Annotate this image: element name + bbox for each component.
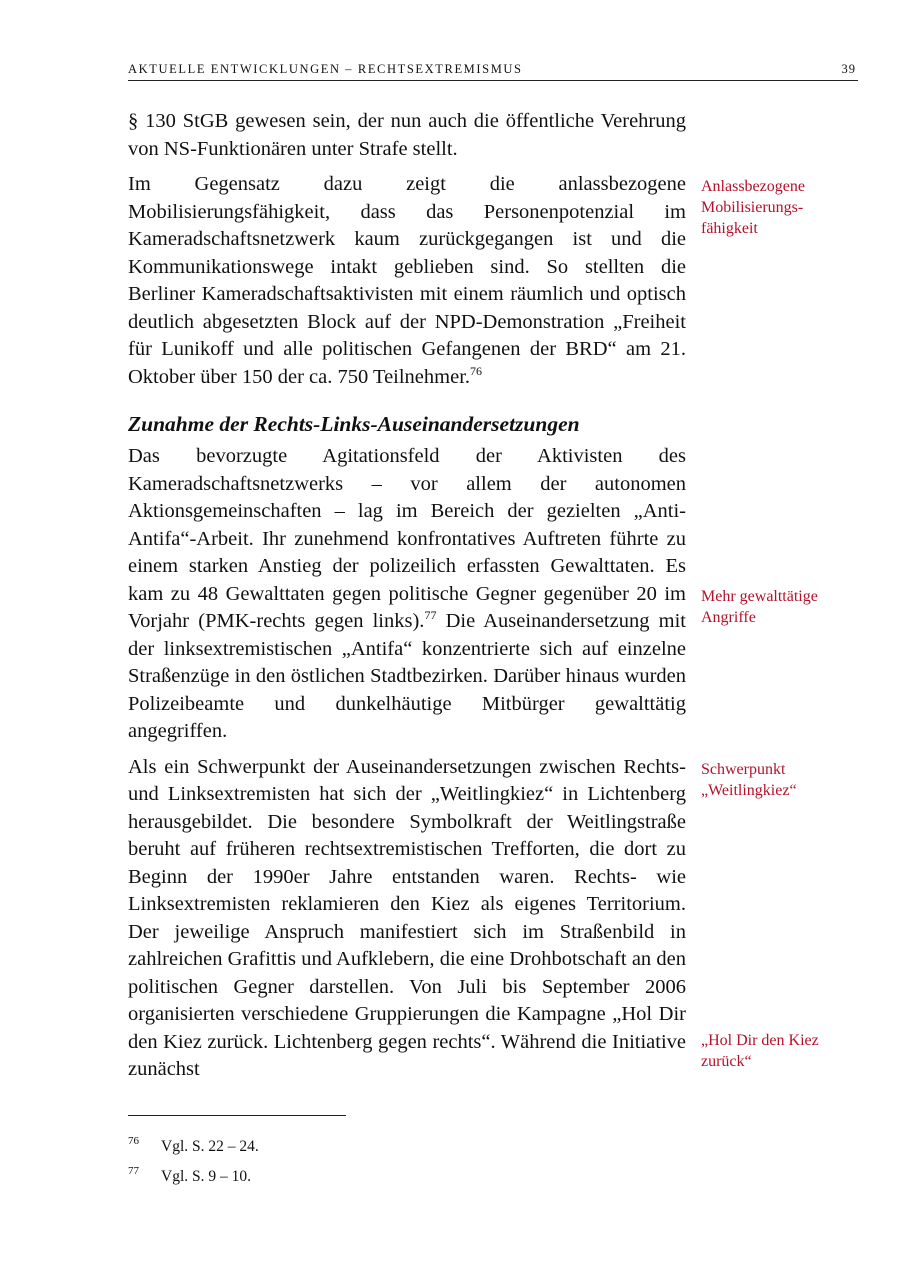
paragraph-2 <box>128 171 686 391</box>
paragraph-3-text-b: Die Auseinandersetzung mit der linksextremistischen „Antifa“ konzentrierte sich auf einzelne Straßenzüge in den östlichen Stadtbezirken. Darüber hinaus wurden Polizeibeamte und dunkelhäutige Mitbürger gewalttätig angegriffen. <box>128 610 686 742</box>
running-header <box>128 62 858 81</box>
margin-note-kampagne: „Hol Dir den Kiez zurück“ <box>701 1032 819 1070</box>
page-number: 39 <box>841 62 856 76</box>
footnote-number: 77 <box>128 1165 139 1177</box>
paragraph-3 <box>128 443 686 746</box>
margin-note-gewalt: Mehr gewalttätige Angriffe <box>701 588 818 626</box>
paragraph-3-text-a: Das bevorzugte Agitationsfeld der Aktivisten des Kameradschaftsnetzwerks – vor allem der autonomen Aktionsgemeinschaften – lag im Bereich der gezielten „Anti-Antifa“-Arbeit. Ihr zunehmend konfrontatives Auftreten führte zu einem starken Anstieg der polizeilich erfassten Gewalttaten. Es kam zu 48 Gewalttaten gegen politische Gegner gegenüber 20 im Vorjahr (PMK-rechts gegen links). <box>128 445 686 632</box>
footnote-ref-76[interactable]: 76 <box>470 363 483 378</box>
paragraph-2-text: Im Gegensatz dazu zeigt die anlassbezogene Mobilisierungsfähigkeit, dass das Personenpotenzial im Kameradschaftsnetzwerk kaum zurückgegangen ist und die Kommunikationswege intakt geblieben sind. So stellten die Berliner Kameradschaftsaktivisten mit einem räumlich und optisch deutlich abgesetzten Block auf der NPD-Demonstration „Freiheit für Lunikoff und alle politischen Gefangenen der BRD“ am 21. Oktober über 150 der ca. 750 Teilnehmer. <box>128 173 686 388</box>
footnote-text: Vgl. S. 9 – 10. <box>161 1168 251 1185</box>
main-text <box>128 108 686 1092</box>
footnote-ref-77[interactable]: 77 <box>424 608 437 622</box>
footnote-divider <box>128 1115 346 1116</box>
section-heading: Zunahme der Rechts-Links-Auseinandersetzungen <box>128 412 580 436</box>
margin-note-mobilisierung: Anlassbezogene Mobilisierungs-fähigkeit <box>701 178 805 237</box>
footnote-number: 76 <box>128 1135 139 1147</box>
margin-note-weitlingkiez: Schwerpunkt „Weitlingkiez“ <box>701 761 797 799</box>
paragraph-1: § 130 StGB gewesen sein, der nun auch die öffentliche Verehrung von NS-Funktionären unter Strafe stellt. <box>128 110 686 160</box>
header-title: AKTUELLE ENTWICKLUNGEN – RECHTSEXTREMISMUS <box>128 62 523 76</box>
paragraph-4: Als ein Schwerpunkt der Auseinandersetzungen zwischen Rechts- und Linksextremisten hat sich der „Weitlingkiez“ in Lichtenberg herausgebildet. Die besondere Symbolkraft der Weitlingstraße beruht auf früheren rechtsextremistischen Trefforten, die dort zu Beginn der 1990er Jahre entstanden waren. Rechts- wie Linksextremisten reklamieren den Kiez als eigenes Territorium. Der jeweilige Anspruch manifestiert sich im Straßenbild in zahlreichen Grafittis und Aufklebern, die eine Drohbotschaft an den politischen Gegner darstellen. Von Juli bis September 2006 organisierten verschiedene Gruppierungen die Kampagne „Hol Dir den Kiez zurück. Lichtenberg gegen rechts“. Während die Initiative zunächst <box>128 755 686 1080</box>
footnote-text: Vgl. S. 22 – 24. <box>161 1138 259 1155</box>
